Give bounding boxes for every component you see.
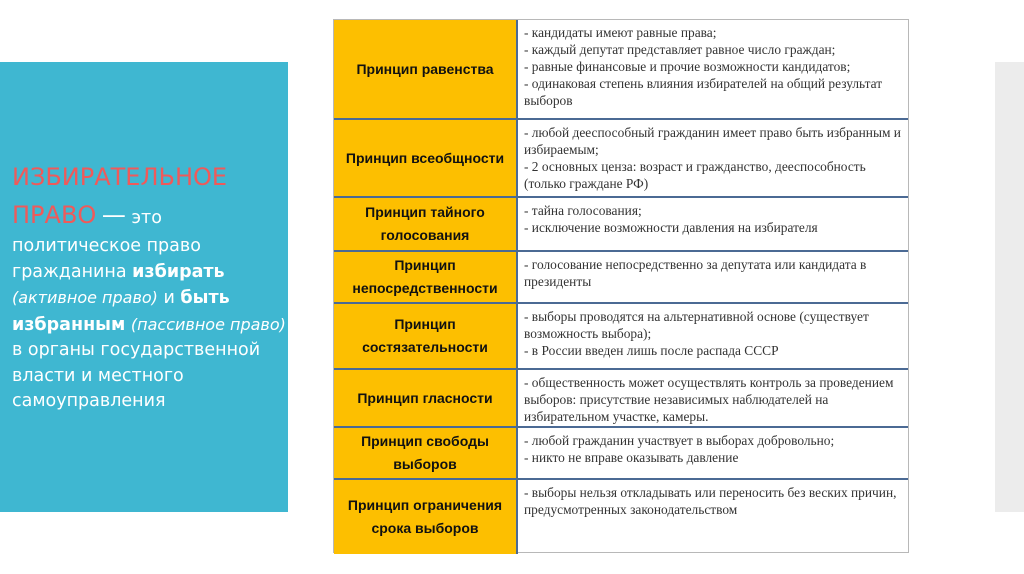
text-1: это политическое право гражданина [12, 208, 201, 282]
table-row [334, 304, 908, 370]
principle-name: Принцип непосредственности [334, 252, 518, 302]
table-row [334, 252, 908, 304]
principle-description: - голосование непосредственно за депутата или кандидата в президенты [524, 257, 867, 289]
principle-description: - выборы нельзя откладывать или переносить без веских причин, предусмотренных законодательством [524, 485, 897, 517]
bold-elect: избирать [132, 261, 225, 282]
dash: — [101, 201, 126, 229]
table-row [334, 480, 908, 554]
italic-active: (активное право) [12, 288, 158, 307]
principle-description: - общественность может осуществлять контроль за проведением выборов: присутствие независимых наблюдателей на избирательном участке, камеры. [524, 375, 894, 424]
table-row [334, 428, 908, 480]
definition-title-2: ПРАВО [12, 201, 97, 229]
text-2: и [157, 288, 181, 308]
principle-name: Принцип всеобщности [334, 120, 518, 196]
side-strip [995, 62, 1024, 512]
table-row [334, 370, 908, 428]
principle-description: - тайна голосования; - исключение возможности давления на избирателя [524, 203, 818, 235]
table-row [334, 198, 908, 252]
italic-passive: (пассивное право) [130, 314, 286, 334]
principle-description: - любой дееспособный гражданин имеет право быть избранным и избираемым; - 2 основных ценза: возраст и гражданство, дееспособность (только граждане РФ) [524, 125, 901, 191]
principle-name: Принцип гласности [334, 370, 518, 426]
principle-description: - любой гражданин участвует в выборах добровольно; - никто не вправе оказывать давление [524, 433, 835, 465]
principle-description: - кандидаты имеют равные права; - каждый депутат представляет равное число граждан; - равные финансовые и прочие возможности кандидатов; - одинаковая степень влияния избирателей на общий результат выборов [524, 25, 883, 108]
principle-description: - выборы проводятся на альтернативной основе (существует возможность выбора); - в России введен лишь после распада СССР [524, 309, 869, 358]
text-3: в органы государственной власти и местного самоуправления [12, 340, 261, 411]
bold-be-elected: быть избранным [12, 288, 230, 335]
definition-panel [0, 62, 288, 512]
principle-name: Принцип равенства [334, 20, 518, 118]
principle-name: Принцип свободы выборов [334, 428, 518, 478]
principle-name: Принцип состязательности [334, 304, 518, 368]
definition-text [12, 158, 287, 415]
definition-title: ИЗБИРАТЕЛЬНОЕ [12, 163, 228, 191]
principle-name: Принцип тайного голосования [334, 198, 518, 250]
table-row [334, 20, 908, 120]
principles-table [333, 19, 909, 553]
principle-name: Принцип ограничения срока выборов [334, 480, 518, 554]
table-row [334, 120, 908, 198]
